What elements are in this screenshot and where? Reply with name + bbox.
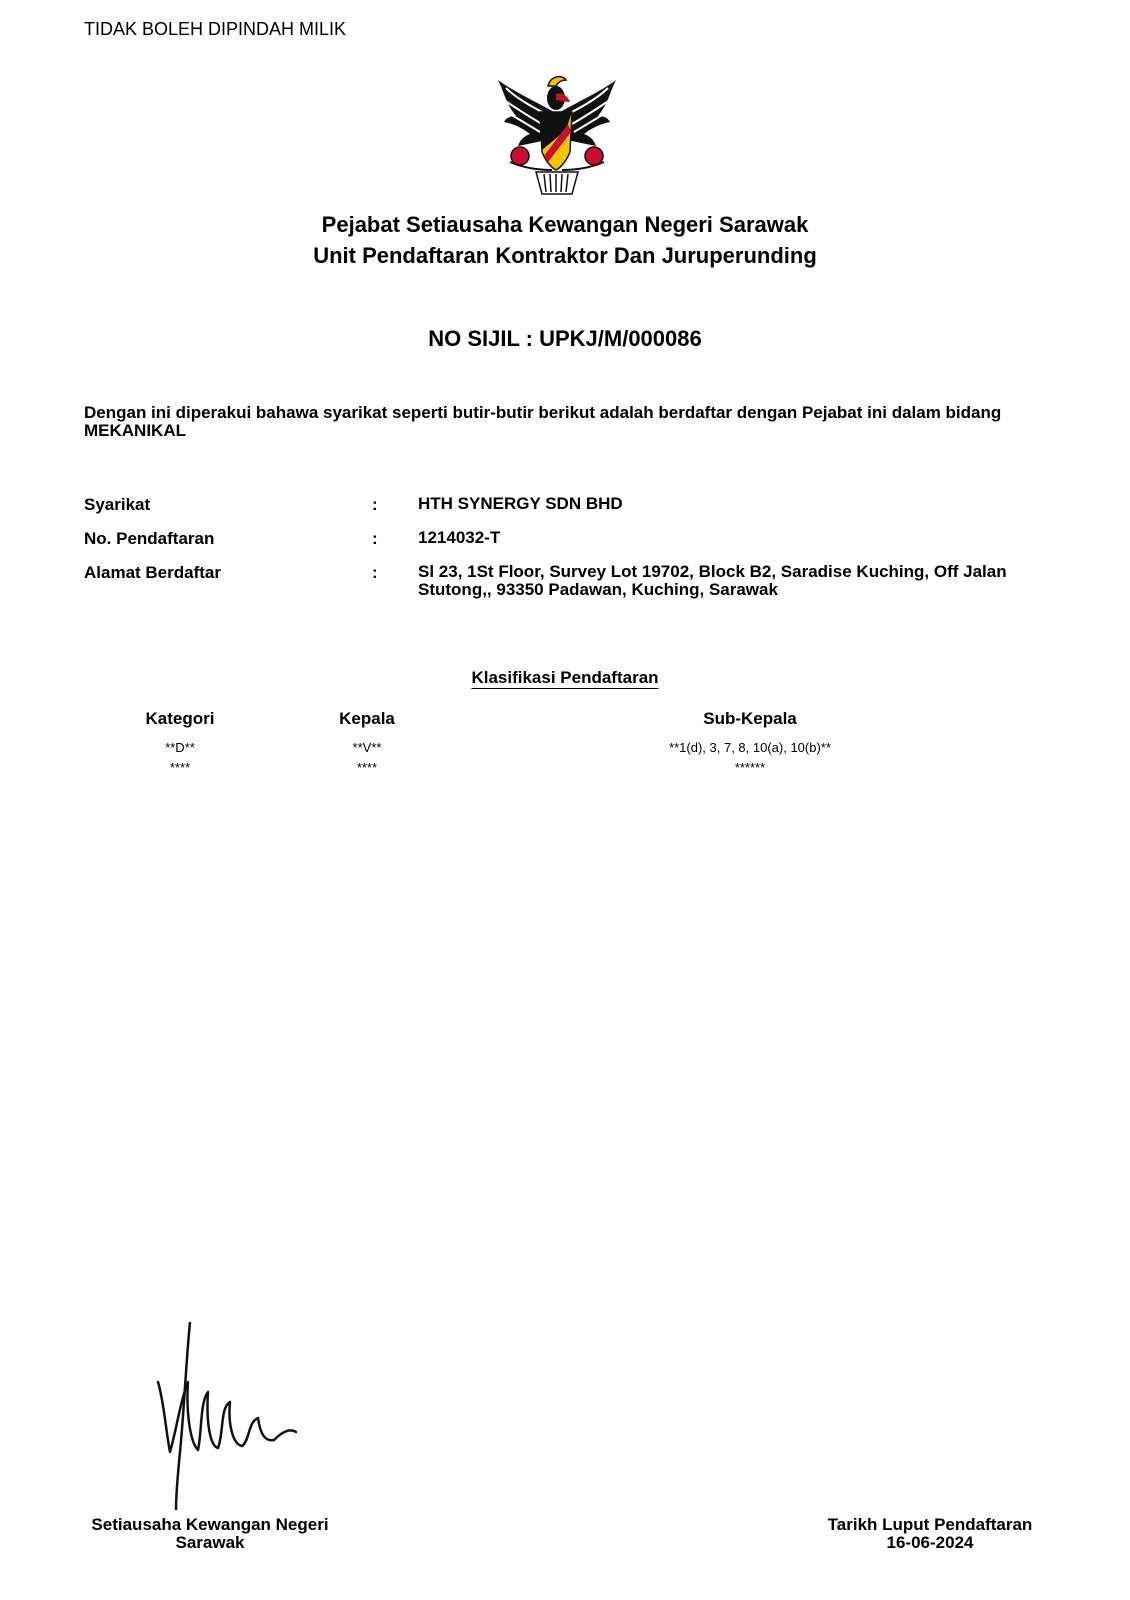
- certificate-number: NO SIJIL : UPKJ/M/000086: [428, 326, 702, 351]
- column-header-kategori: Kategori: [145, 709, 215, 728]
- table-cell: **V**: [352, 740, 382, 755]
- handwritten-signature: [150, 1322, 310, 1512]
- table-cell: **1(d), 3, 7, 8, 10(a), 10(b)**: [669, 740, 831, 755]
- detail-label: No. Pendaftaran: [84, 529, 215, 548]
- table-cell: ****: [169, 760, 191, 775]
- declaration-text: Dengan ini diperakui bahawa syarikat seperti butir-butir berikut adalah berdaftar dengan Pejabat ini dalam bidang MEKANIKAL: [84, 403, 1002, 440]
- column-header-kepala: Kepala: [339, 709, 395, 728]
- detail-value: HTH SYNERGY SDN BHD: [418, 494, 623, 513]
- column-header-sub-kepala: Sub-Kepala: [703, 709, 797, 728]
- detail-label: Syarikat: [84, 495, 151, 514]
- detail-value: 1214032-T: [418, 528, 501, 547]
- signatory-title: Setiausaha Kewangan Negeri Sarawak: [91, 1515, 329, 1552]
- detail-colon: :: [372, 495, 378, 514]
- expiry-date: 16-06-2024: [886, 1533, 974, 1552]
- expiry-label: Tarikh Luput Pendaftaran: [827, 1515, 1033, 1534]
- office-name: Pejabat Setiausaha Kewangan Negeri Sarawak: [321, 212, 809, 237]
- detail-colon: :: [372, 563, 378, 582]
- sarawak-hornbill-crest-icon: [496, 72, 618, 198]
- unit-name: Unit Pendaftaran Kontraktor Dan Juruperunding: [313, 243, 817, 268]
- detail-value: Sl 23, 1St Floor, Survey Lot 19702, Block B2, Saradise Kuching, Off Jalan Stutong,, 93350 Padawan, Kuching, Sarawak: [418, 562, 1007, 599]
- expiry-block: [800, 1516, 1060, 1552]
- table-cell: **D**: [165, 740, 195, 755]
- classification-title: Klasifikasi Pendaftaran: [471, 668, 659, 687]
- table-cell: ******: [734, 760, 766, 775]
- table-cell: ****: [356, 760, 378, 775]
- non-transferable-notice: TIDAK BOLEH DIPINDAH MILIK: [84, 19, 347, 39]
- detail-colon: :: [372, 529, 378, 548]
- detail-label: Alamat Berdaftar: [84, 563, 221, 582]
